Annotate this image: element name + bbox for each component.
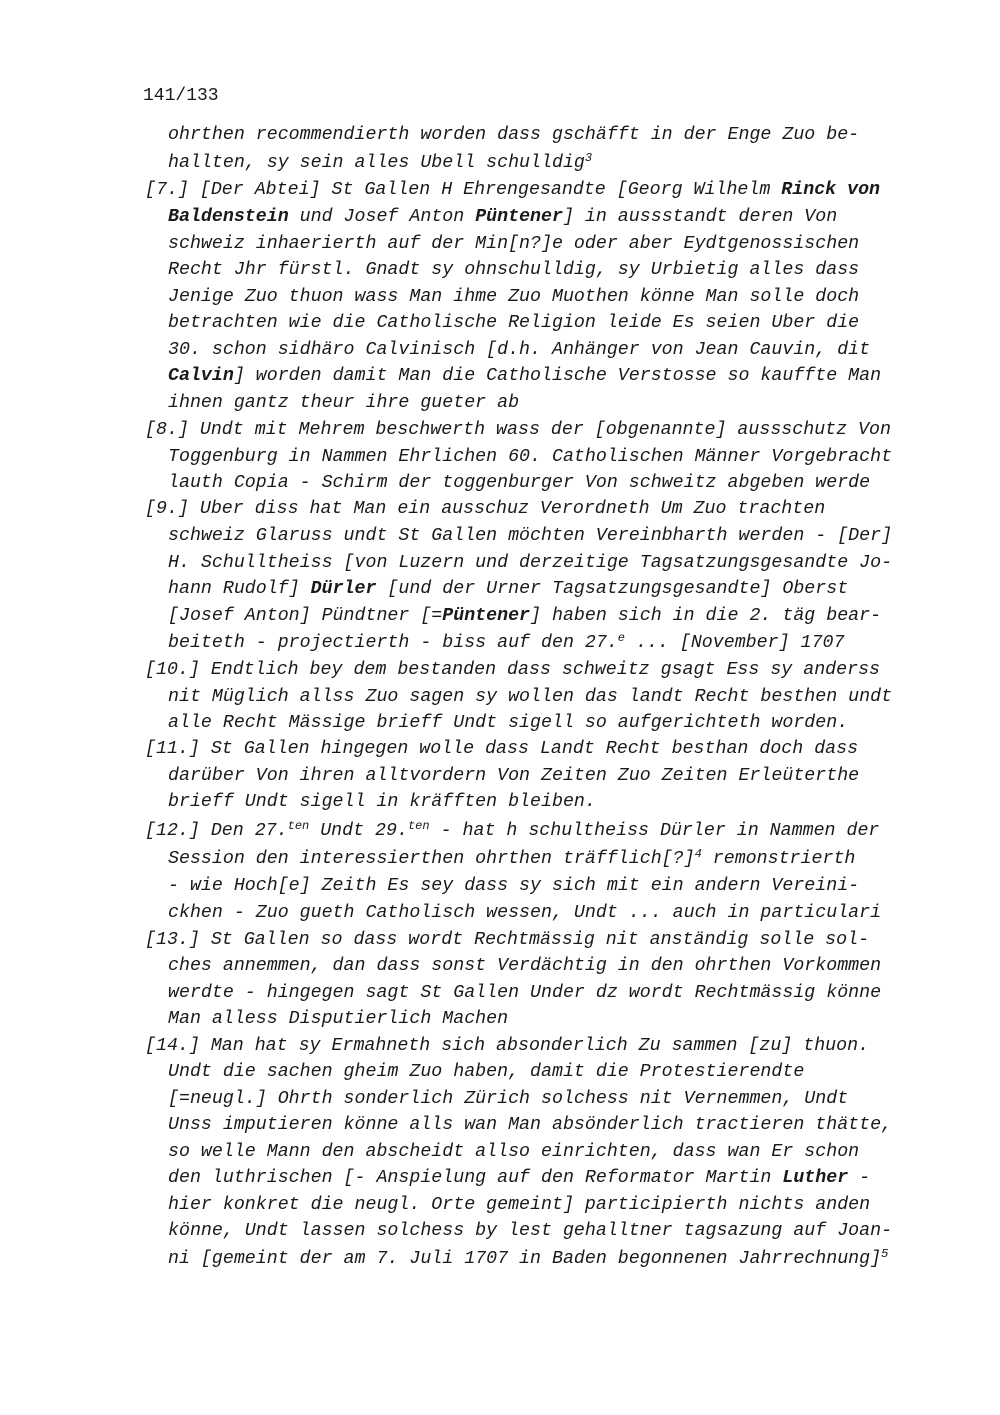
- bold-name: Rinck von: [781, 180, 881, 200]
- text-segment: hallten, sy sein alles Ubell schulldig: [168, 153, 585, 173]
- text-line: [168, 980, 881, 1007]
- text-line: [168, 550, 892, 577]
- footnote-ref: 5: [881, 1247, 889, 1261]
- text-segment: ... [November] 1707: [625, 633, 845, 653]
- paragraph-first-line: [145, 1033, 869, 1060]
- text-line: [168, 630, 844, 657]
- text-line: [168, 900, 881, 927]
- text-segment: könne, Undt lassen solchess by lest gehalltner tagsazung auf Joan-: [168, 1221, 893, 1241]
- paragraph-first-line: [145, 417, 891, 444]
- text-line: [168, 444, 892, 471]
- text-segment: ] worden damit Man die Catholische Verstosse so kauffte Man: [233, 366, 882, 386]
- text-line: [168, 150, 592, 177]
- text-line: [168, 122, 859, 149]
- text-segment: lauth Copia - Schirm der toggenburger Von schweitz abgeben werde: [168, 473, 871, 493]
- footnote-ref: e: [617, 631, 625, 645]
- text-line: [168, 789, 596, 816]
- text-segment: beiteth - projectierth - biss auf den 27.: [168, 633, 618, 653]
- text-segment: und Josef Anton: [288, 207, 476, 227]
- text-line: [168, 231, 859, 258]
- paragraph-first-line: [145, 177, 880, 204]
- text-segment: werdte - hingegen sagt St Gallen Under dz wordt Rechtmässig könne: [168, 983, 882, 1003]
- text-line: [168, 1086, 848, 1113]
- text-line: [168, 684, 892, 711]
- page-number: 141/133: [143, 86, 219, 106]
- text-line: [168, 763, 859, 790]
- bold-name: Püntener: [475, 207, 563, 227]
- text-line: [168, 1165, 870, 1192]
- text-segment: brieff Undt sigell in kräfften bleiben.: [168, 792, 596, 812]
- text-segment: [9.] Uber diss hat Man ein ausschuz Verordneth Um Zuo trachten: [145, 499, 826, 519]
- text-segment: so welle Mann den abscheidt allso einrichten, dass wan Er schon: [168, 1142, 860, 1162]
- text-line: [168, 310, 859, 337]
- text-segment: ohrthen recommendierth worden dass gschäfft in der Enge Zuo be-: [168, 125, 860, 145]
- footnote-ref: 3: [584, 151, 593, 165]
- paragraph-first-line: [145, 927, 869, 954]
- text-line: [168, 1192, 870, 1219]
- text-segment: [13.] St Gallen so dass wordt Rechtmässig nit anständig solle sol-: [145, 930, 870, 950]
- text-segment: Recht Jhr fürstl. Gnadt sy ohnschulldig, sy Urbietig alles dass: [168, 260, 860, 280]
- text-segment: [11.] St Gallen hingegen wolle dass Landt Recht besthan doch dass: [145, 739, 859, 759]
- text-line: [168, 1006, 508, 1033]
- text-line: [168, 523, 892, 550]
- text-segment: [=neugl.] Ohrth sonderlich Zürich solchess nit Vernemmen, Undt: [168, 1089, 849, 1109]
- bold-name: Püntener: [442, 606, 531, 626]
- text-line: [168, 576, 848, 603]
- text-segment: Session den interessierthen ohrthen träfflich[?]: [168, 849, 695, 869]
- bold-name: Baldenstein: [168, 207, 289, 227]
- paragraph-first-line: [145, 818, 879, 845]
- text-segment: [14.] Man hat sy Ermahneth sich absonderlich Zu sammen [zu] thuon.: [145, 1036, 870, 1056]
- text-segment: ] in aussstandt deren Von: [562, 207, 838, 227]
- text-segment: [8.] Undt mit Mehrem beschwerth wass der [obgenannte] aussschutz Von: [145, 420, 891, 440]
- text-segment: ] haben sich in die 2. täg bear-: [530, 606, 882, 626]
- text-segment: nit Müglich allss Zuo sagen sy wollen das landt Recht besthen undt: [168, 687, 893, 707]
- text-segment: den luthrischen [- Anspielung auf den Reformator Martin: [168, 1168, 783, 1188]
- text-segment: hier konkret die neugl. Orte gemeint] participierth nichts anden: [168, 1195, 871, 1215]
- text-segment: Jenige Zuo thuon wass Man ihme Zuo Muothen könne Man solle doch: [168, 287, 860, 307]
- text-line: [168, 390, 519, 417]
- text-segment: ihnen gantz theur ihre gueter ab: [168, 393, 520, 413]
- text-segment: alle Recht Mässige brieff Undt sigell so aufgerichteth worden.: [168, 713, 849, 733]
- text-segment: schweiz Glaruss undt St Gallen möchten Vereinbharth werden - [Der]: [168, 526, 893, 546]
- text-line: [168, 337, 870, 364]
- text-segment: Undt die sachen gheim Zuo haben, damit die Protestierendte: [168, 1062, 805, 1082]
- text-segment: schweiz inhaerierth auf der Min[n?]e oder aber Eydtgenossischen: [168, 234, 860, 254]
- text-line: [168, 1246, 888, 1273]
- text-segment: ckhen - Zuo gueth Catholisch wessen, Undt ... auch in particulari: [168, 903, 882, 923]
- text-segment: 30. schon sidhäro Calvinisch [d.h. Anhänger von Jean Cauvin, dit: [168, 340, 871, 360]
- text-segment: Undt 29.: [309, 821, 408, 841]
- text-line: [168, 1059, 804, 1086]
- footnote-ref: ten: [287, 819, 310, 833]
- text-segment: [10.] Endtlich bey dem bestanden dass schweitz gsagt Ess sy anderss: [145, 660, 881, 680]
- paragraph-first-line: [145, 736, 858, 763]
- text-segment: -: [848, 1168, 871, 1188]
- text-segment: Man alless Disputierlich Machen: [168, 1009, 509, 1029]
- text-line: [168, 1218, 892, 1245]
- text-line: [168, 1139, 859, 1166]
- text-line: [168, 953, 881, 980]
- text-segment: [7.] [Der Abtei] St Gallen H Ehrengesandte [Georg Wilhelm: [145, 180, 782, 200]
- text-segment: Toggenburg in Nammen Ehrlichen 60. Catholischen Männer Vorgebracht: [168, 447, 893, 467]
- text-line: [168, 470, 870, 497]
- text-line: [168, 363, 881, 390]
- text-segment: - wie Hoch[e] Zeith Es sey dass sy sich mit ein andern Vereini-: [168, 876, 860, 896]
- text-line: [168, 284, 859, 311]
- text-segment: hann Rudolf]: [168, 579, 311, 599]
- text-segment: betrachten wie die Catholische Religion leide Es seien Uber die: [168, 313, 860, 333]
- text-segment: H. Schulltheiss [von Luzern und derzeitige Tagsatzungsgesandte Jo-: [168, 553, 893, 573]
- text-segment: remonstrierth: [701, 849, 856, 869]
- text-segment: [12.] Den 27.: [145, 821, 288, 841]
- text-line: [168, 873, 859, 900]
- text-line: [168, 257, 859, 284]
- text-segment: darüber Von ihren alltvordern Von Zeiten Zuo Zeiten Erleüterthe: [168, 766, 860, 786]
- bold-name: Luther: [782, 1168, 849, 1188]
- text-line: [168, 204, 837, 231]
- paragraph-first-line: [145, 496, 825, 523]
- footnote-ref: ten: [407, 819, 430, 833]
- text-segment: ches annemmen, dan dass sonst Verdächtig in den ohrthen Vorkommen: [168, 956, 882, 976]
- text-segment: ni [gemeint der am 7. Juli 1707 in Baden begonnenen Jahrrechnung]: [168, 1249, 882, 1269]
- text-segment: Unss imputieren könne alls wan Man absönderlich tractieren thätte,: [168, 1115, 893, 1135]
- text-line: [168, 846, 855, 873]
- text-segment: [Josef Anton] Pündtner [=: [168, 606, 443, 626]
- bold-name: Dürler: [310, 579, 377, 599]
- footnote-ref: 4: [694, 847, 702, 861]
- paragraph-first-line: [145, 657, 880, 684]
- text-line: [168, 710, 848, 737]
- text-line: [168, 1112, 892, 1139]
- text-line: [168, 603, 881, 630]
- text-segment: [und der Urner Tagsatzungsgesandte] Oberst: [376, 579, 849, 599]
- text-segment: - hat h schultheiss Dürler in Nammen der: [429, 821, 880, 841]
- bold-name: Calvin: [168, 366, 234, 386]
